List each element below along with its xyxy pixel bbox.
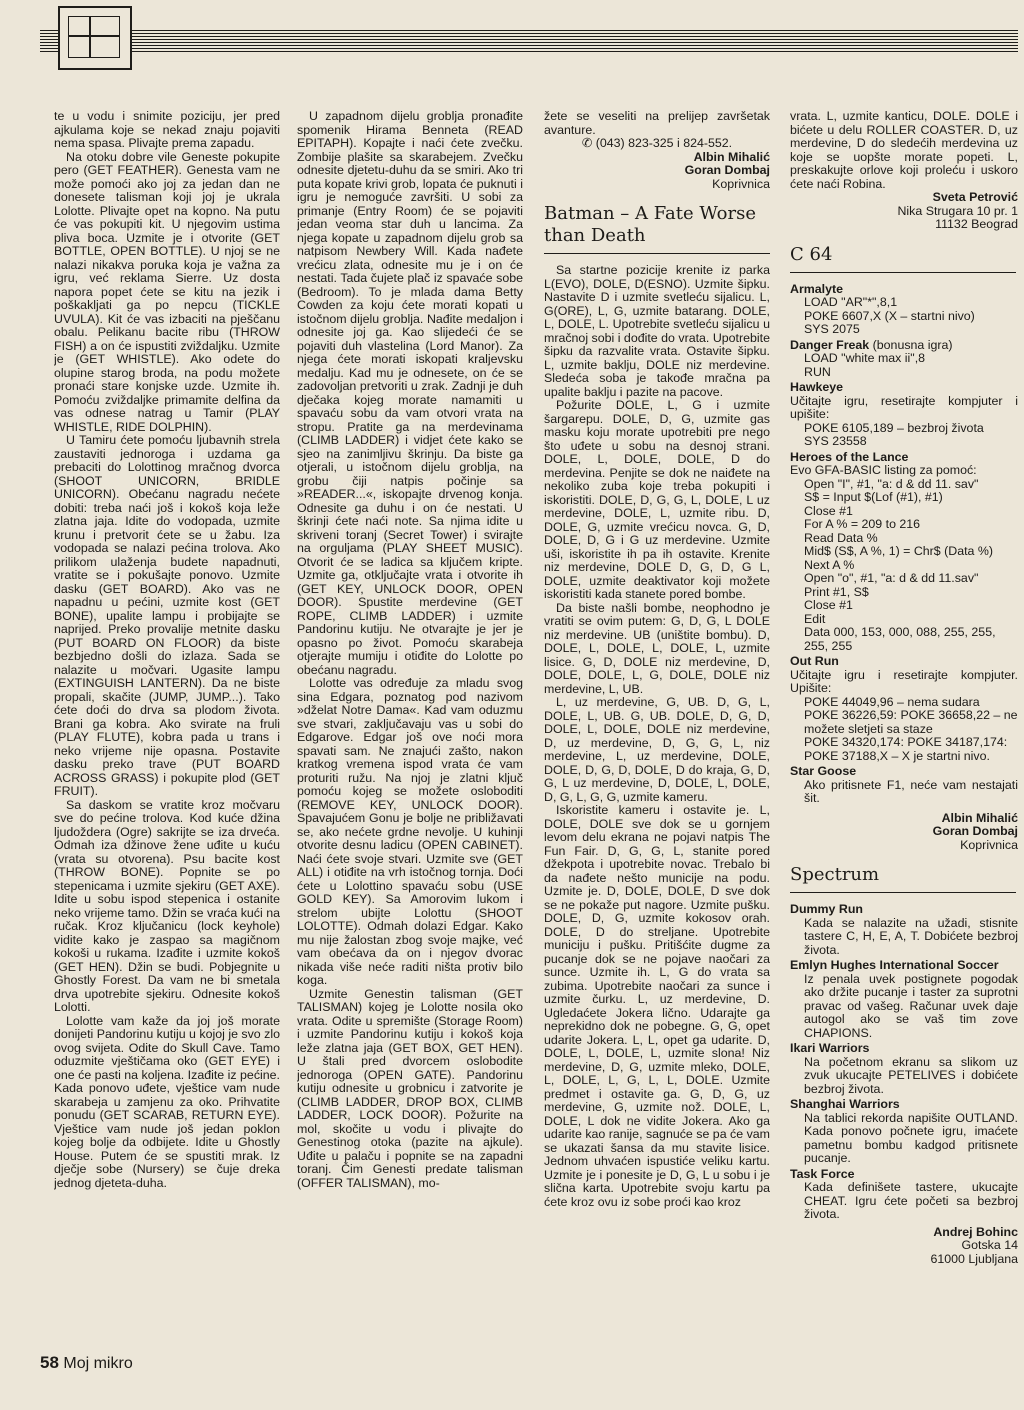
author-name: Albin Mihalić — [941, 810, 1018, 825]
tip-text: Učitajte igru, resetirajte kompjuter i upišite: — [790, 393, 1018, 421]
section-logo — [58, 6, 132, 70]
game-title: Heroes of the Lance — [790, 449, 909, 464]
section-heading-c64: C 64 — [790, 243, 833, 265]
tip-text: Učitajte igru i resetirajte kompjuter. Upišite: — [790, 667, 1018, 695]
page-number: 58 — [40, 1353, 59, 1372]
author-signature — [790, 191, 1018, 205]
code-line: Data 000, 153, 000, 088, 255, 255, 255, 255 — [804, 625, 996, 653]
tip-text: Kada definišete tastere, ukucajte CHEAT. Igru ćete početi sa bezbroj života. — [804, 1180, 1018, 1221]
author-signature — [544, 151, 770, 165]
code-line: For A % = 209 to 216 — [804, 517, 921, 531]
author-city: 11132 Beograd — [935, 217, 1018, 231]
game-title: Star Goose — [790, 764, 857, 778]
code-line: POKE 6607,X (X – startni nivo) — [804, 308, 975, 323]
code-line: SYS 2075 — [804, 322, 860, 336]
author-signature — [790, 812, 1018, 826]
author-city: Koprivnica — [712, 176, 770, 191]
paragraph: te u vodu i snimite poziciju, jer pred ajkulama koje se nekad znaju pojaviti nema spasa. Plivajte prema zapadu. — [54, 110, 280, 150]
paragraph: Uzmite Genestin talisman (GET TALISMAN) kojeg je Lolotte nosila oko vrata. Odite u spremište (Storage Room) i uzmite Pandorinu kutiju i kokoš koja leže zlatna jaja (GET BOX, GET HEN). U štali pred dvorcem oslobodite jednoroga (OPEN GATE). Pandorinu kutiju odnesite u grobnicu i zatvorite je (CLIMB LADDER, DROP BOX, CLIMB LADDER, LOCK DOOR). Požurite na mol, skočite u vodu i plivajte do Genestinog otoka (pazite na ajkule). Uđite u palaču i popnite se na zapadni toranj. Čim Genesti predate talisman (OFFER TALISMAN), mo- — [297, 986, 523, 1190]
code-line: LOAD "AR"*",8,1 — [804, 295, 898, 309]
phone-number: ✆ (043) 823-325 i 824-552. — [581, 136, 733, 150]
code-line: RUN — [804, 364, 831, 379]
logo-icon — [68, 16, 120, 58]
code-line: S$ = Input $(Lof (#1), #1) — [804, 490, 943, 504]
code-line: Print #1, S$ — [804, 584, 869, 599]
paragraph: Sa daskom se vratite kroz močvaru sve do pećine trolova. Kod kuće džina ljudoždera (Ogre) sakrijte se iza drveća. Odmah iza džinove žene uđite u kuću (vrata su otvorena). Psu bacite kost (THROW BONE). Popnite se po stepenicama i uzmite sjekiru (GET AXE). Idite u sobu ispod stepenica i ostanite neko vrijeme tamo. Džin se vraća kući na ručak. Kroz ključanicu (lock keyhole) vidite kako je zaspao sa magičnom kokoši u rukama. Izađite i uzmite kokoš (GET HEN). Džin se budi. Pobjegnite u Ghostly Forest. Da vam ne bi smetala drva upotrebite sjekiru. Odnesite kokoš Lolotti. — [54, 797, 280, 1014]
game-title: Hawkeye — [790, 380, 844, 394]
code-line: Next A % — [804, 557, 855, 572]
paragraph: Na otoku dobre vile Geneste pokupite pero (GET FEATHER). Genesta vam ne može pomoći ako joj za jedan dan ne donesete talisman koji joj je ukrala Lolotte. Plivajte opet na kopno. Na putu će vas pokupiti kit. U njegovim ustima pliva boca. Uzmite je i otvorite (GET BOTTLE, OPEN BOTTLE). U njoj se ne nalazi nikakva poruka koja je važna za igru, već reklama Sierre. Uz dosta napora popet ćete se kitu na jezik i poškakljati ga po nepcu (TICKLE UVULA). Kit će vas izbaciti na pješčanu obalu. Pelikanu bacite ribu (THROW FISH) a on će ispustiti zviždaljku. Uzmite je (GET WHISTLE). Ako odete do olupine starog broda, na podu možete pronaći stare konjske uzde. Uzmite ih. Pomoću zviždaljke primamite delfina da vas odnese natrag u Tamir (PLAY WHISTLE, RIDE DOLPHIN). — [54, 149, 280, 434]
code-line: POKE 6105,189 – bezbroj života — [804, 420, 984, 435]
author-name: Sveta Petrović — [932, 190, 1018, 204]
code-line: Open "o", #1, "a: d & dd 11.sav" — [804, 571, 979, 585]
paragraph: L, uz merdevine, G, UB. D, G, L, DOLE, L, UB. G, UB. DOLE, D, G, D, DOLE, L, DOLE, DOLE niz merdevine, D, uz merdevine, D, G, G, L, niz merdevine, L, uz merdevine, DOLE, DOLE, D, G, D, DOLE, D do kraja, G, D, G, L uz merdevine, D, DOLE, L, DOLE, D, G, L, G, G, uzmite kameru. — [544, 695, 770, 804]
author-city: Koprivnica — [960, 837, 1018, 852]
paragraph: Lolotte vas određuje za mladu svog sina Edgara, poznatog pod nazivom »dželat Notre Dama«. Kad vam oduzmu sve stvari, zaključavaju vas u sobi do Edgarove. Edgar još ove noći mora spavati sam. Ne znajući zašto, nakon kratkog vremena ispod vrata će vam proturiti ružu. Na njoj je zlatni ključ pomoću kojeg se možete osloboditi (REMOVE KEY, UNLOCK DOOR). Spavajućem Gonu je bolje ne približavati se, ako nećete grdne nevolje. U kuhinji otvorite desnu ladicu (OPEN CABINET). Naći ćete svoje stvari. Uzmite sve (GET ALL) i otiđite na vrh istočnog tornja. Doći ćete u Lolottino spavaću sobu (USE GOLD KEY). Sa Amorovim lukom i strelom ubijte Lolottu (SHOOT LOLOTTE). Odmah dolazi Edgar. Kako mu nije žalostan zbog svoje majke, već vam obećava da on i njegov dvorac nikada više neće raditi ništa protiv bilo koga. — [297, 676, 523, 987]
code-line: Open "I", #1, "a: d & dd 11. sav" — [804, 476, 979, 491]
game-title: Shanghai Warriors — [790, 1097, 900, 1111]
code-line: POKE 34320,174: POKE 34187,174: POKE 37188,X – X je startni nivo. — [804, 735, 1008, 763]
code-line: Read Data % — [804, 530, 878, 545]
tip-text: Na početnom ekranu sa slikom uz zvuk ukucajte PETELIVES i dobićete bezbroj života. — [804, 1054, 1018, 1096]
author-city: 61000 Ljubljana — [930, 1251, 1018, 1266]
column-2 — [297, 110, 523, 1360]
paragraph: Iskoristite kameru i ostavite je. L, DOLE, DOLE sve dok se u gornjem levom delu ekrana ne pojavi natpis The Fun Fair. D, G, G, L, stanite pored džekpota i upotrebite novac. Trebalo bi da nađete nešto municije na podu. Uzmite je. D, DOLE, DOLE, D sve dok se ne pokaže put nagore. Uzmite pušku. DOLE, D, G, uzmite kokosov orah. DOLE, D do streljane. Upotrebite municiju i pušku. Pritišćite dugme za pucanje dok se ne pojave naočari za sunce. Uzmite ih. L, G do vrata sa zubima. Upotrebite naočari za sunce i uzmite čurku. L, uz merdevine, D. Ugledaćete Jokera lično. Udarajte ga neprekidno dok ne pobegne. G, G, opet udarite Jokera. L, L, opet ga udarite. D, DOLE, L, DOLE, L, uzmite slona! Niz merdevine, D, G, uzmite mleko, DOLE, L, DOLE, L, G, L, L, DOLE. Uzmite predmet i ostavite ga. G, D, G, uz merdevine, G, uzmite nož. DOLE, L, DOLE, L dok ne vidite Jokera. Ako ga udarite kao ranije, sagnuće se pa će vam se ukazati šansa da mu stavite lisice. Jednom uhvaćen ispustiće veliku kartu. Uzmite je i ponesite je D, G, L u sobu i je slična karta. Upotrebite svoju kartu pa ćete kroz ovu iz sobe proći kao kroz — [544, 803, 770, 1209]
column-1 — [54, 110, 280, 1350]
paragraph: Sa startne pozicije krenite iz parka L(EVO), DOLE, D(ESNO). Uzmite šipku. Nastavite D i uzmite svetleću sijalicu. L, G(ORE), L, G, uzmite batarang. DOLE, L, DOLE, L. Upotrebite svetleću sijalicu u mračnoj sobi i dođite do vrata. Upotrebite šipku da razvalite vrata. Ostavite šipku. L, uzmite baklju, DOLE niz merdevine. Sledeća soba je takođe mračna pa upalite baklju i pazite na pacove. — [544, 263, 770, 399]
header-bar — [40, 30, 1018, 54]
game-title: Armalyte — [790, 281, 844, 296]
game-title: Out Run — [790, 654, 839, 668]
code-line: Close #1 — [804, 598, 853, 612]
heading-rule — [790, 892, 1016, 893]
author-name: Goran Dombaj — [932, 824, 1018, 838]
game-title: Dummy Run — [790, 902, 863, 916]
author-signature — [544, 164, 770, 178]
tip-text: Iz penala uvek postignete pogodak ako držite pucanje i taster za suprotni pravac od vašeg. Računar uvek daje autogol ako se vaš tim zove CHAPIONS. — [804, 971, 1018, 1040]
author-name: Goran Dombaj — [684, 163, 770, 177]
tip-text: Ako pritisnete F1, neće vam nestajati šit. — [804, 777, 1018, 805]
author-signature — [790, 1226, 1018, 1240]
code-line: Edit — [804, 611, 826, 626]
paragraph: U Tamiru ćete pomoću ljubavnih strela zaustaviti jednoroga i uzdama ga prebaciti do Lolottinog mračnog dvorca (SHOOT UNICORN, BRIDLE UNICORN). Obećanu nagradu nećete dobiti: treba naći još i kokoš koja leže zlatna jaja. Idite do vodopada, uzmite krunu i pretvorit ćete se u žabu. Iza vodopada se nalazi pećina trolova. Ako prilikom ulaženja budete napadnuti, vratite se i pokušajte ponovo. Uzmite dasku (GET BOARD). Ako vas ne napadnu u pećini, uzmite kost (GET BONE), upalite lampu i probijajte se naprijed. Preko provalije metnite dasku (PUT BOARD ON FLOOR) da biste bezbjedno došli do izlaza. Sada se nalazite u močvari. Ugasite lampu (EXTINGUISH LANTERN). Da ne biste propali, skačite (JUMP, JUMP...). Tako ćete doći do drva sa plodom života. Brani ga kobra. Ako svirate na fruli (PLAY FLUTE), kobra pada u trans i neko vrijeme nije opasna. Postavite dasku preko trave (PUT BOARD ACROSS GRASS) i pokupite plod (GET FRUIT). — [54, 433, 280, 798]
page-footer — [40, 1353, 133, 1373]
section-heading-spectrum: Spectrum — [790, 864, 880, 885]
code-line: Mid$ (S$, A %, 1) = Chr$ (Data %) — [804, 544, 994, 558]
tip-text: Evo GFA-BASIC listing za pomoć: — [790, 463, 977, 477]
game-name: Danger Freak — [790, 337, 870, 352]
author-address: Gotska 14 — [961, 1238, 1018, 1252]
title-rule — [544, 253, 770, 254]
game-title — [790, 339, 1018, 353]
code-line: POKE 36226,59: POKE 36658,22 – ne možete sletjeti sa staze — [804, 708, 1018, 736]
author-signature — [790, 825, 1018, 839]
magazine-name: Moj mikro — [63, 1355, 133, 1372]
paragraph: vrata. L, uzmite kanticu, DOLE. DOLE i bićete u delu ROLLER COASTER. D, uz merdevine, D do sledećih merdevina uz koje se uopšte morate popeti. L, preskakujte orlove koji proleću i uskoro ćete naći Robina. — [790, 110, 1018, 191]
game-title: Emlyn Hughes International Soccer — [790, 958, 999, 972]
column-3 — [544, 110, 770, 1360]
author-name: Albin Mihalić — [693, 149, 770, 164]
paragraph: Lolotte vam kaže da joj još morate donijeti Pandorinu kutiju u kojoj je svo zlo ovog svijeta. Odite do Skull Cave. Tamo oduzmite vještičama oko (GET EYE) i one će pasti na koljena. Izađite iz pećine. Kada ponovo uđete, vještice vam nude skarabeja u zamjenu za oko. Prihvatite ponudu (GET SCARAB, RETURN EYE). Vještice vam nude još jedan poklon kojeg bolje da odbijete. Idite u Ghostly House. Putem će se spustiti mrak. Iz dječje sobe (Nursery) se čuje dreka jednog djeteta-duha. — [54, 1013, 280, 1190]
game-title: Ikari Warriors — [790, 1041, 870, 1055]
author-address: Nika Strugara 10 pr. 1 — [897, 203, 1018, 218]
article-title-line: Batman – A Fate Worse — [544, 203, 756, 224]
game-note: (bonusna igra) — [869, 337, 953, 352]
code-line: Close #1 — [804, 503, 853, 518]
author-name: Andrej Bohinc — [933, 1224, 1018, 1239]
paragraph: U zapadnom dijelu groblja pronađite spomenik Hirama Benneta (READ EPITAPH). Kopajte i naći ćete zvečku. Zombije plašite sa skarabejem. Zvečku odnesite djetetu-duhu da se smiri. Ako tri puta kopate krivi grob, lopata će puknuti i igru je nemoguće završiti. U sobi za primanje (Entry Room) će se pojaviti jedan veoma star duh u lancima. Za njega kopate u zapadnom dijelu grob sa natpisom Newbery Will. Kada nađete vrećicu zlata, odnesite mu je i on će nestati. Tada čujete plač iz spavaće sobe (Bedroom). To je mlada dama Betty Cowden za koju ćete morati kopati u istočnom dijelu groblja. Nađite medaljon i odnesite joj ga. Kao slijedeći će se pojaviti duh vlastelina (Lord Manor). Za njega ćete morati iskopati kraljevsku medalju. Kad mu je odnesete, on će se zadovoljan pretvoriti u zrak. Zadnji je duh dječaka kojeg morate namamiti u spavaću sobu da vam otvori vrata na stropu. Pratite ga na merdevinama (CLIMB LADDER) i vidjet ćete kako se sjeo na zanimljivu škrinju. Da biste ga otjerali, u istočnom dijelu groblja, na grobu čiji natpis počinje sa »READER...«, iskopajte drvenog konja. Odnesite ga duhu i on će nestati. U škrinji ćete naći note. Sa njima idite u skriveni toranj (Secret Tower) i svirajte na orguljama (PLAY SHEET MUSIC). Otvorit će se ladica sa ključem kripte. Uzmite ga, otključajte vrata i otvorite ih (GET KEY, UNLOCK DOOR, OPEN DOOR). Spustite merdevine (GET ROPE, CLIMB LADDER) i uzmite Pandorinu kutiju. Ne otvarajte je jer je opasno po život. Pomoću skarabeja otjerajte mumiju i otiđite do Lolotte po obećanu nagradu. — [297, 110, 523, 677]
article-title-line: than Death — [544, 225, 646, 246]
code-line: LOAD "white max ii",8 — [804, 351, 926, 365]
heading-rule — [790, 272, 1016, 273]
paragraph: žete se veseliti na prelijep završetak avanture. — [544, 110, 770, 137]
paragraph: Da biste našli bombe, neophodno je vratiti se ovim putem: G, D, G, L DOLE niz merdevine. UB (uništite bombu). D, DOLE, L, DOLE, L, DOLE, L, uzmite lisice. G, D, DOLE niz merdevine, D, DOLE, DOLE, L, G, DOLE, DOLE niz merdevine, L, UB. — [544, 600, 770, 696]
game-title: Task Force — [790, 1166, 855, 1181]
code-line: SYS 23558 — [804, 434, 867, 448]
tip-text: Kada se nalazite na užadi, stisnite tastere C, H, E, A, T. Dobićete bezbroj života. — [804, 915, 1018, 957]
paragraph: Požurite DOLE, L, G i uzmite šargarepu. DOLE, D, G, uzmite gas masku koju morate upotrebiti pre nego što uđete u sobu na desnoj strani. DOLE, L, DOLE, DOLE, D do merdevina. Penjite se dok ne naiđete na nekoliko zuba koje treba pokupiti i iskoristiti. DOLE, D, G, G, L, DOLE, L uz merdevine, DOLE, L, uzmite ribu. D, DOLE, G, uzmite vrećicu novca. G, D, DOLE, D, G i G uz merdevine. Uzmite uši, iskoristite ih pa ih ostavite. Krenite niz merdevine, DOLE D, G, D, G L, DOLE, uzmite deaktivator koji možete iskoristiti kada stanete pored bombe. — [544, 398, 770, 601]
tip-text: Na tablici rekorda napišite OUTLAND. Kada ponovo počnete igru, imaćete pametnu bombu kadgod pritisnete pucanje. — [804, 1110, 1018, 1165]
column-4 — [790, 110, 1018, 1360]
code-line: POKE 44049,96 – nema sudara — [804, 694, 980, 709]
article-title — [544, 203, 770, 247]
